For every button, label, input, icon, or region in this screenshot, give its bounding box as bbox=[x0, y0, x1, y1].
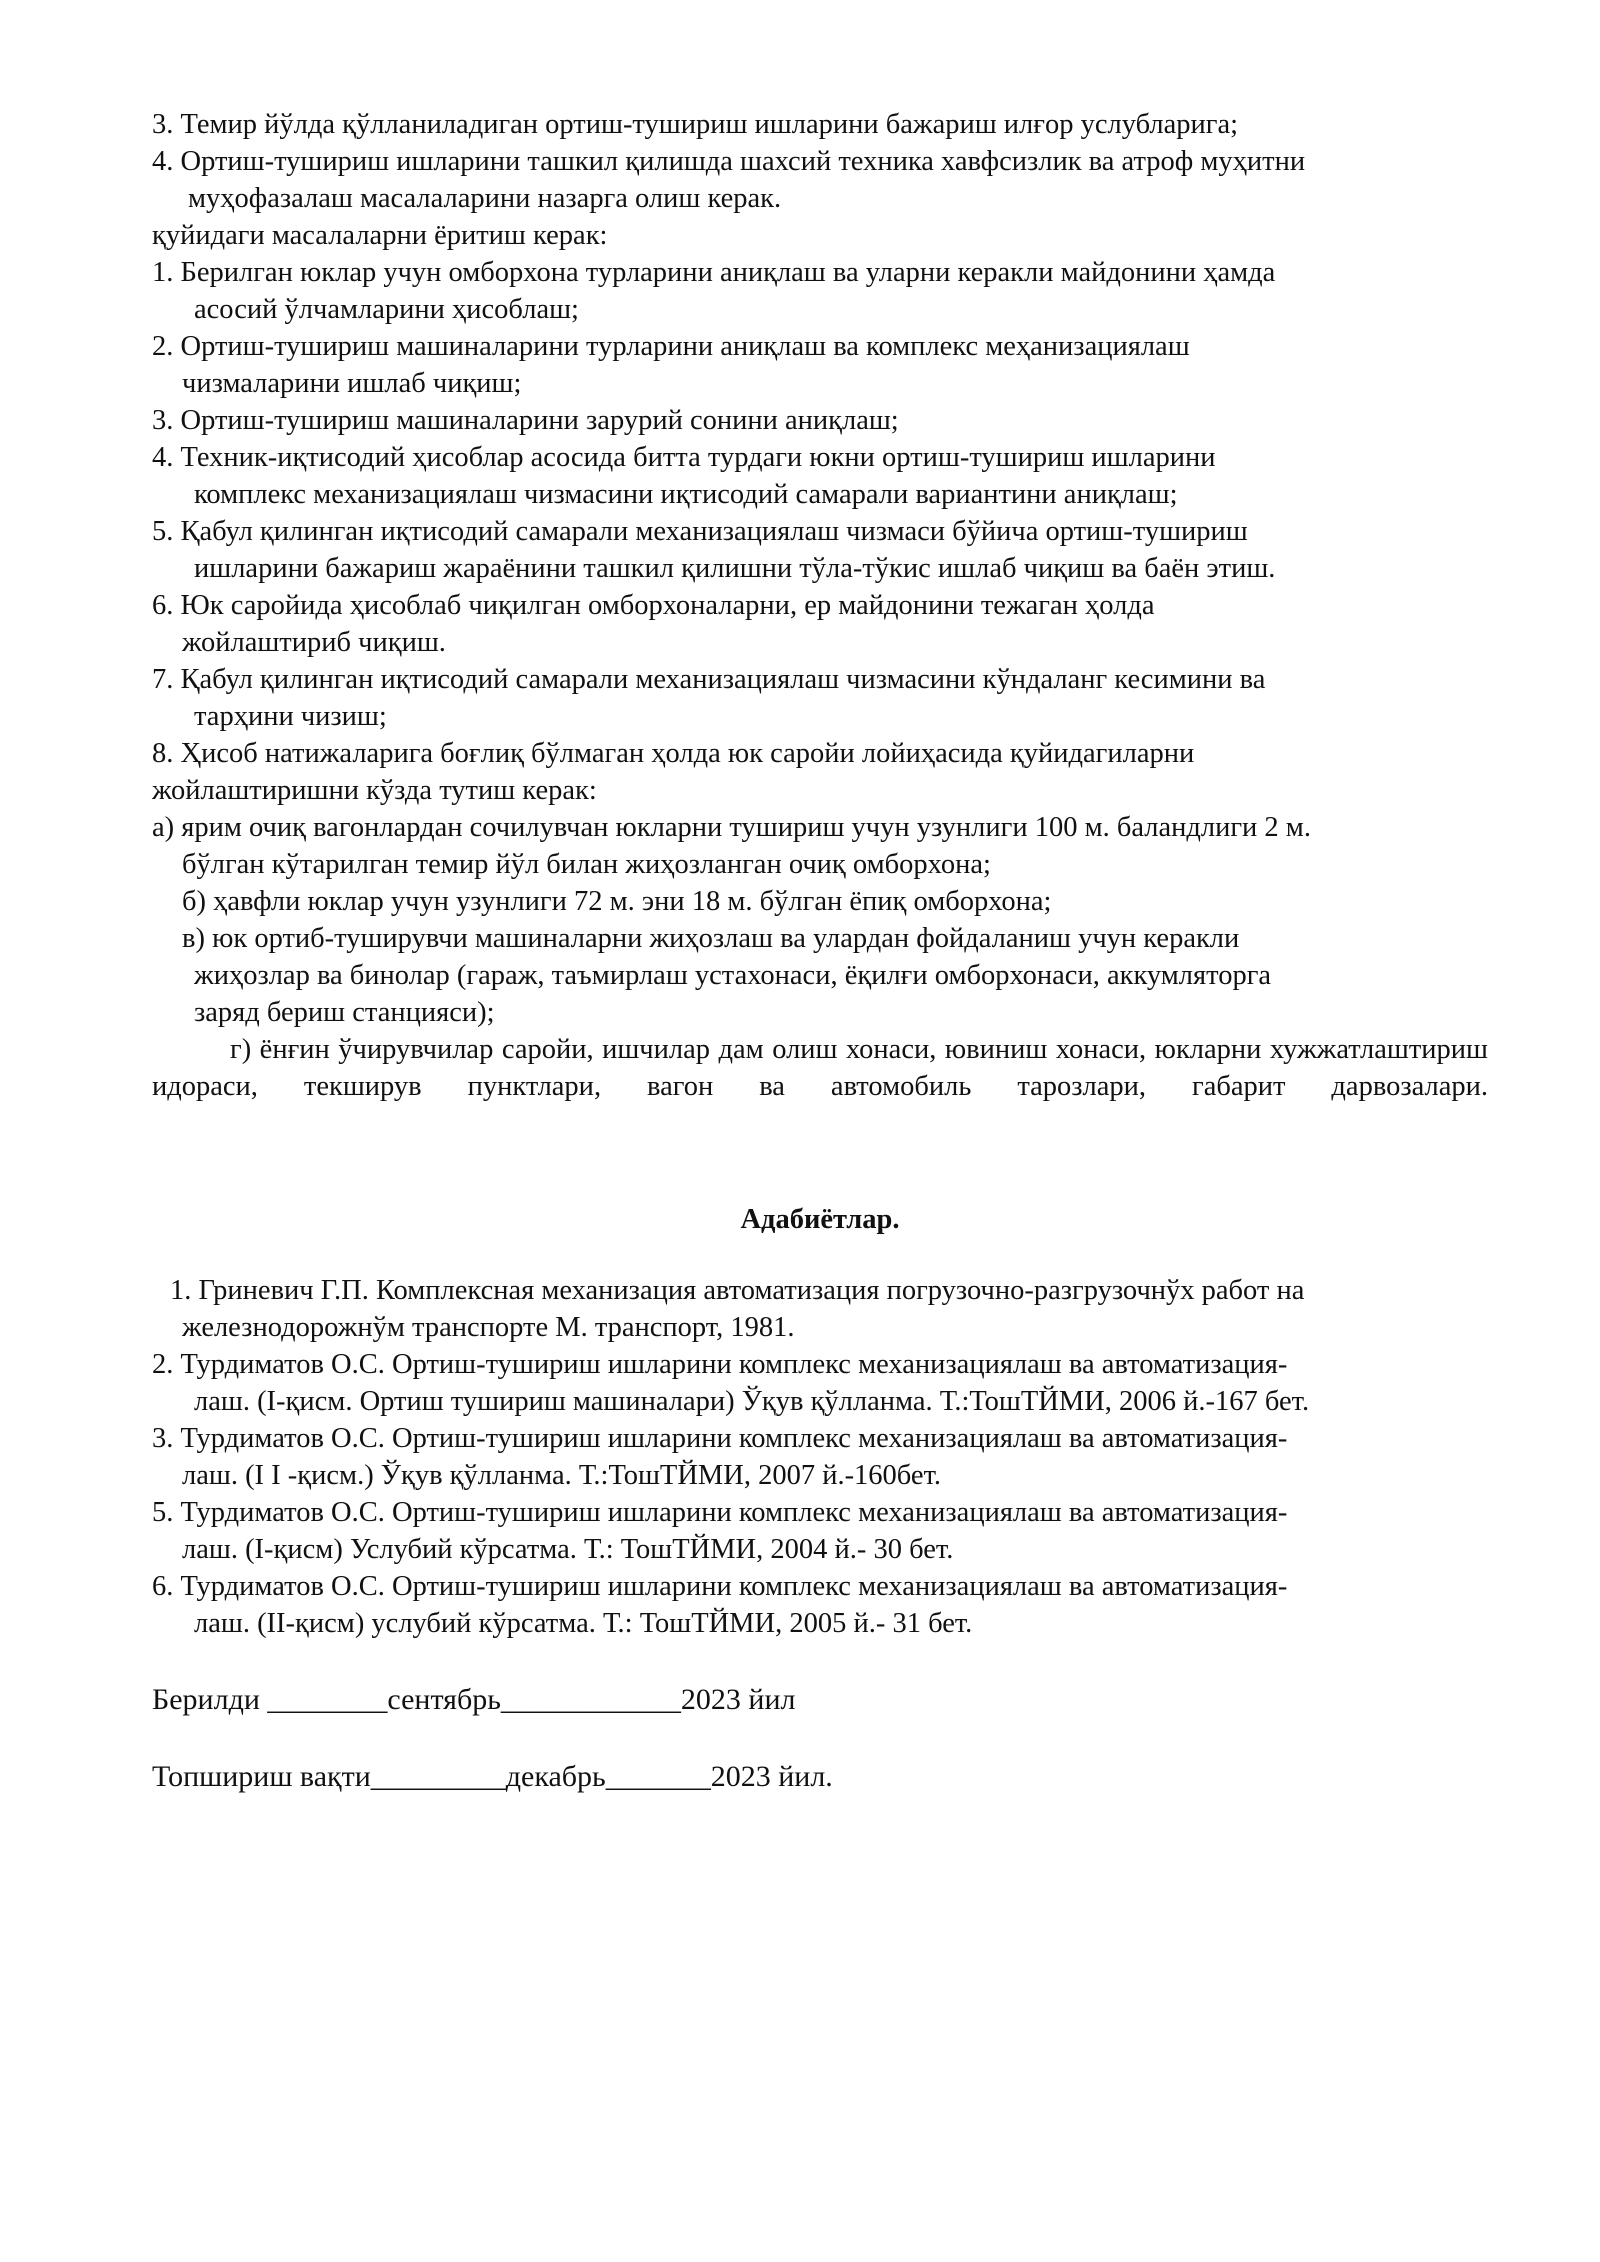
body-line: 8. Ҳисоб натижаларига боғлиқ бўлмаган ҳолда юк саройи лойиҳасида қуйидагиларни bbox=[152, 738, 1195, 769]
body-line: комплекс механизациялаш чизмасини иқтисодий самарали вариантини аниқлаш; bbox=[194, 479, 1178, 510]
reference-line: 3. Турдиматов О.С. Ортиш-тушириш ишларини комплекс механизациялаш ва автоматизация- bbox=[152, 1423, 1288, 1454]
body-line: 3. Темир йўлда қўлланиладиган ортиш-тушириш ишларини бажариш илғор услубларига; bbox=[152, 109, 1239, 140]
reference-line: лаш. (I I -қисм.) Ўқув қўлланма. Т.:ТошТЙМИ, 2007 й.-160бет. bbox=[182, 1460, 942, 1491]
document-page bbox=[152, 106, 1488, 1797]
body-line: 2. Ортиш-тушириш машиналарини турларини аниқлаш ва комплекс меҳанизациялаш bbox=[152, 331, 1190, 362]
body-line: 4. Техник-иқтисодий ҳисоблар асосида битта турдаги юкни ортиш-тушириш ишларини bbox=[152, 442, 1216, 473]
reference-line: 2. Турдиматов О.С. Ортиш-тушириш ишларини комплекс механизациялаш ва автоматизация- bbox=[152, 1349, 1288, 1380]
body-line: 1. Берилган юклар учун омборхона турларини аниқлаш ва уларни керакли майдонини ҳамда bbox=[152, 257, 1276, 288]
body-line: бўлган кўтарилган темир йўл билан жиҳозланган очиқ омборхона; bbox=[182, 849, 991, 880]
body-line: в) юк ортиб-туширувчи машиналарни жиҳозлаш ва улардан фойдаланиш учун керакли bbox=[182, 923, 1240, 954]
body-line: 4. Ортиш-тушириш ишларини ташкил қилишда шахсий техника хавфсизлик ва атроф муҳитни bbox=[152, 146, 1306, 177]
reference-line: железнодорожнўм транспорте М. транспорт, 1981. bbox=[182, 1312, 795, 1343]
due-date-line: Топшириш вақти_________декабрь_______2023 йил. bbox=[152, 1760, 833, 1793]
body-line: қуйидаги масалаларни ёритиш керак: bbox=[152, 220, 608, 251]
references-heading: Адабиётлар. bbox=[740, 1204, 900, 1235]
body-line: асосий ўлчамларини ҳисоблаш; bbox=[194, 294, 579, 325]
body-line: жойлаштириб чиқиш. bbox=[182, 627, 446, 658]
reference-line: лаш. (I-қисм. Ортиш тушириш машиналари) Ўқув қўлланма. Т.:ТошТЙМИ, 2006 й.-167 бет. bbox=[194, 1386, 1310, 1417]
reference-line: лаш. (I-қисм) Услубий кўрсатма. Т.: ТошТЙМИ, 2004 й.- 30 бет. bbox=[182, 1534, 954, 1565]
body-line: жиҳозлар ва бинолар (гараж, таъмирлаш устахонаси, ёқилғи омборхонаси, аккумляторга bbox=[194, 960, 1272, 991]
body-line: жойлаштиришни кўзда тутиш керак: bbox=[152, 775, 597, 806]
body-line: заряд бериш станцияси); bbox=[194, 997, 495, 1028]
reference-line: лаш. (II-қисм) услубий кўрсатма. Т.: ТошТЙМИ, 2005 й.- 31 бет. bbox=[194, 1608, 973, 1639]
body-line: муҳофазалаш масалаларини назарга олиш керак. bbox=[188, 183, 782, 214]
body-line: тарҳини чизиш; bbox=[194, 701, 387, 732]
body-paragraph: г) ёнғин ўчирувчилар саройи, ишчилар дам олиш хонаси, ювиниш хонаси, юкларни хужжатлаштириш идораси, текширув пунктлари, вагон ва автомобиль тарозлари, габарит дарвозалари. bbox=[152, 1034, 1488, 1102]
given-date-line: Берилди ________сентябрь____________2023 йил bbox=[152, 1683, 796, 1716]
spacer bbox=[152, 1105, 1488, 1201]
body-line: 3. Ортиш-тушириш машиналарини зарурий сонини аниқлаш; bbox=[152, 405, 899, 436]
body-line: а) ярим очиқ вагонлардан сочилувчан юкларни тушириш учун узунлиги 100 м. баландлиги 2 м. bbox=[152, 812, 1311, 843]
body-line: ишларини бажариш жараёнини ташкил қилишни тўла-тўкис ишлаб чиқиш ва баён этиш. bbox=[194, 553, 1276, 584]
body-line: 7. Қабул қилинган иқтисодий самарали механизациялаш чизмасини кўндаланг кесимини ва bbox=[152, 664, 1266, 695]
body-line: б) ҳавфли юклар учун узунлиги 72 м. эни 18 м. бўлган ёпиқ омборхона; bbox=[182, 886, 1052, 917]
reference-line: 6. Турдиматов О.С. Ортиш-тушириш ишларини комплекс механизациялаш ва автоматизация- bbox=[152, 1571, 1288, 1602]
body-line: 5. Қабул қилинган иқтисодий самарали механизациялаш чизмаси бўйича ортиш-тушириш bbox=[152, 516, 1248, 547]
reference-line: 5. Турдиматов О.С. Ортиш-тушириш ишларини комплекс механизациялаш ва автоматизация- bbox=[152, 1497, 1288, 1528]
reference-line: 1. Гриневич Г.П. Комплексная механизация автоматизация погрузочно-разгрузочнўх работ на bbox=[170, 1275, 1305, 1306]
body-line: 6. Юк саройида ҳисоблаб чиқилган омборхоналарни, ер майдонини тежаган ҳолда bbox=[152, 590, 1155, 621]
body-line: чизмаларини ишлаб чиқиш; bbox=[182, 368, 522, 399]
